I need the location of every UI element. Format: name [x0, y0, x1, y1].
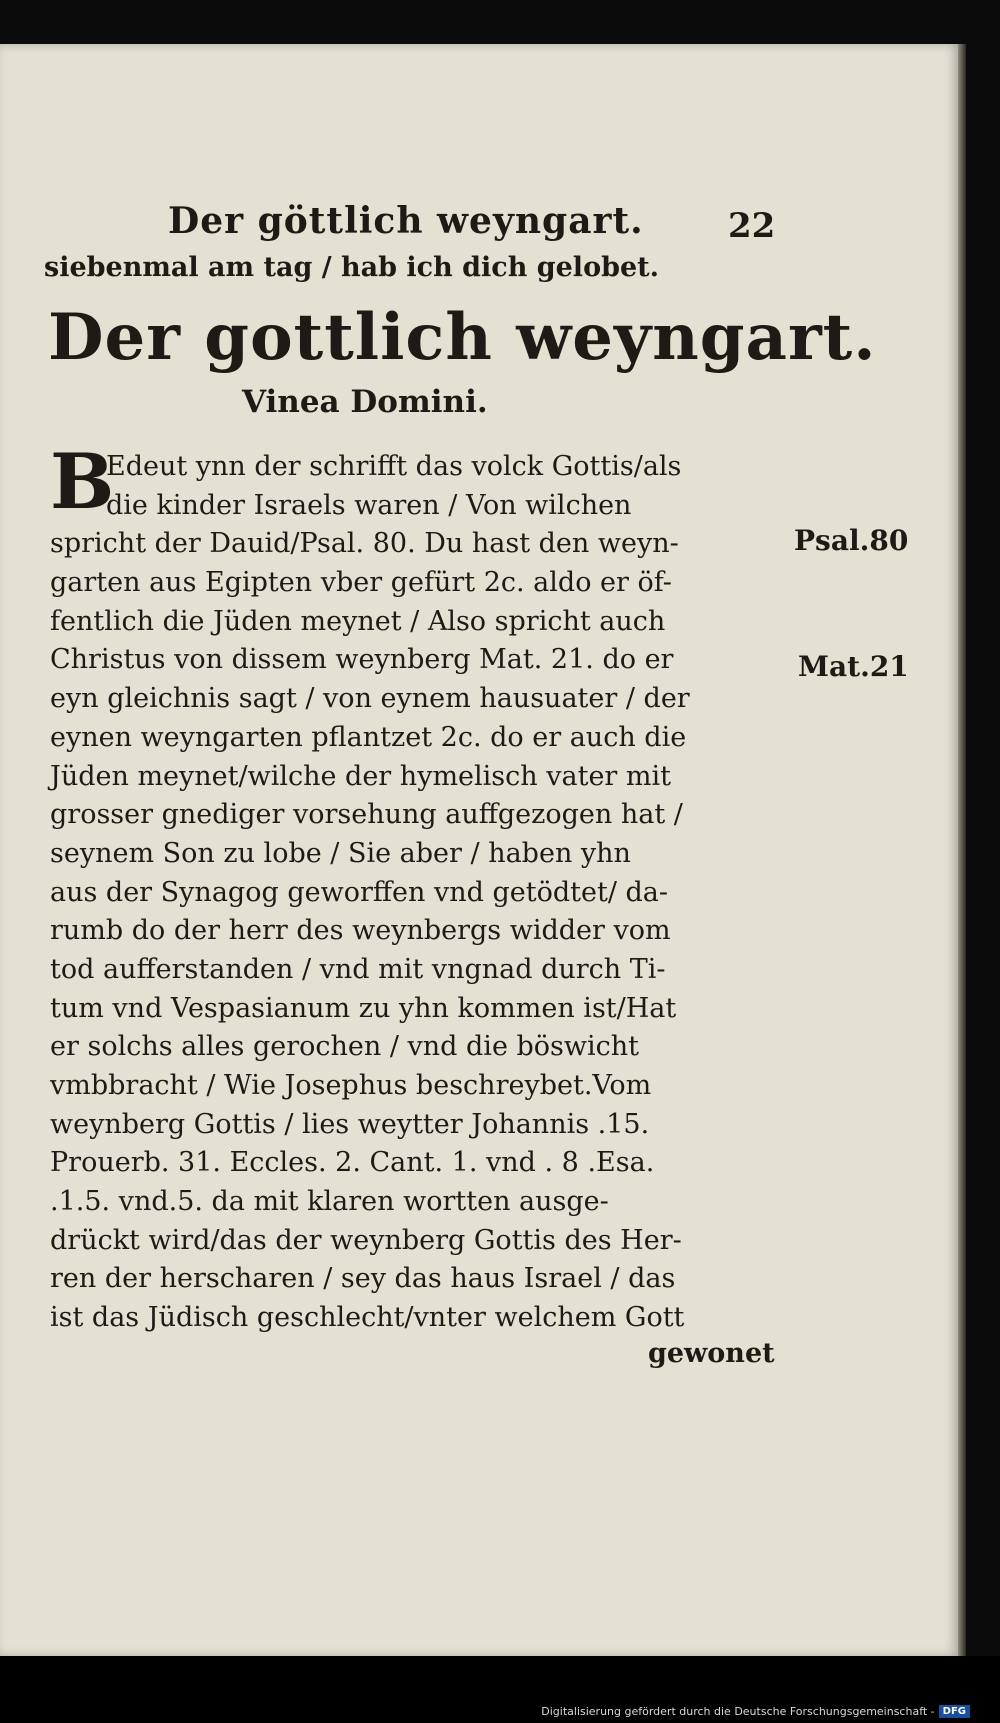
margin-note-psalm: Psal.80: [794, 524, 909, 557]
text-line: Edeut ynn der schrifft das volck Gottis/als: [106, 451, 682, 482]
text-line: die kinder Israels waren / Von wilchen: [106, 489, 632, 521]
text-line: eyn gleichnis sagt / von eynem hausuater / der: [50, 683, 690, 715]
text-line: vmbbracht / Wie Josephus beschreybet.Vom: [50, 1070, 652, 1101]
text-line: .1.5. vnd.5. da mit klaren wortten ausge-: [50, 1186, 609, 1218]
page-title: Der gottlich weyngart.: [48, 300, 877, 375]
text-line: rumb do der herr des weynbergs widder vom: [50, 915, 671, 947]
text-line: tod aufferstanden / vnd mit vngnad durch Ti-: [50, 953, 666, 985]
text-line: tum vnd Vespasianum zu yhn kommen ist/Hat: [50, 992, 677, 1024]
page-edge: [958, 44, 966, 1656]
text-line: drückt wird/das der weynberg Gottis des Her-: [50, 1224, 682, 1256]
page-number: 22: [728, 206, 776, 246]
text-line: Jüden meynet/wilche der hymelisch vater mit: [50, 760, 671, 792]
text-line: seynem Son zu lobe / Sie aber / haben yhn: [50, 837, 631, 869]
text-line: spricht der Dauid/Psal. 80. Du hast den weyn-: [50, 528, 679, 560]
catchword: gewonet: [648, 1338, 775, 1369]
text-line: fentlich die Jüden meynet / Also spricht auch: [50, 605, 666, 637]
dfg-logo: DFG: [939, 1705, 970, 1718]
text-line: garten aus Egipten vber gefürt 2c. aldo er öf-: [50, 567, 672, 599]
body-text: [50, 448, 790, 1338]
page-subtitle: Vinea Domini.: [242, 384, 488, 420]
text-line: grosser gnediger vorsehung auffgezogen hat /: [50, 799, 683, 831]
text-line: Prouerb. 31. Eccles. 2. Cant. 1. vnd . 8 .Esa.: [50, 1147, 655, 1179]
text-line: aus der Synagog geworffen vnd getödtet/ da-: [50, 876, 669, 908]
text-line: weynberg Gottis / lies weytter Johannis .15.: [50, 1108, 650, 1140]
running-head: Der göttlich weyngart.: [168, 200, 644, 242]
credit-text: Digitalisierung gefördert durch die Deutsche Forschungsgemeinschaft -: [541, 1705, 935, 1718]
footer-credit: [541, 1705, 970, 1718]
verse-line: siebenmal am tag / hab ich dich gelobet.: [44, 252, 660, 283]
text-line: ren der herscharen / sey das haus Israel / das: [50, 1263, 676, 1295]
margin-note-matthew: Mat.21: [798, 650, 909, 683]
text-line: Christus von dissem weynberg Mat. 21. do er: [50, 644, 674, 676]
text-line: ist das Jüdisch geschlecht/vnter welchem Gott: [50, 1302, 685, 1334]
text-line: eynen weyngarten pflantzet 2c. do er auch die: [50, 721, 687, 753]
drop-cap: B: [50, 437, 115, 526]
footer-bar: [0, 1656, 1000, 1723]
text-line: er solchs alles gerochen / vnd die böswicht: [50, 1031, 640, 1063]
